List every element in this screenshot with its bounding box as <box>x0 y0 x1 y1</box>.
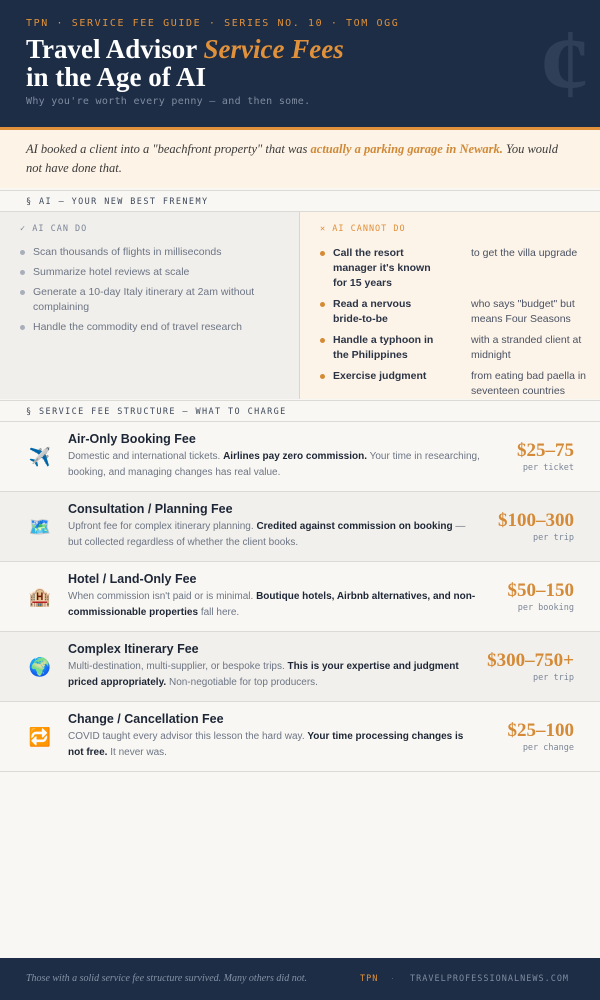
list-item: Call the resort manager it's known for 15 years to get the villa upgrade <box>320 246 588 291</box>
airplane-icon: ✈️ <box>28 447 52 467</box>
list-item: Generate a 10-day Italy itinerary at 2am without complaining <box>20 285 280 315</box>
bullet-icon <box>20 270 25 275</box>
fee-unit: per booking <box>517 603 574 613</box>
fee-row-air-only <box>0 422 600 492</box>
title-accent: Service Fees <box>203 34 344 64</box>
ai-can-heading: ✓ AI CAN DO <box>20 224 88 234</box>
list-item: Read a nervous bride-to-be who says "budget" but means Four Seasons <box>320 297 588 327</box>
fee-row-change-cancellation <box>0 702 600 772</box>
quote-highlight: actually a parking garage in Newark. <box>310 142 503 156</box>
fee-row-consultation <box>0 492 600 562</box>
fee-row-complex-itinerary <box>0 632 600 702</box>
repeat-icon: 🔁 <box>28 727 52 747</box>
footer-separator: · <box>391 973 394 983</box>
fee-description: COVID taught every advisor this lesson the hard way. Your time processing changes is not free. It never was. <box>68 731 464 758</box>
kicker: TPN · SERVICE FEE GUIDE · SERIES NO. 10 · TOM OGG <box>26 18 400 29</box>
fee-price: $300–750+ <box>487 650 574 671</box>
fee-name: Air-Only Booking Fee <box>68 432 196 446</box>
bullet-icon <box>320 251 325 256</box>
footer-brand: TPN <box>360 974 379 984</box>
fee-name: Change / Cancellation Fee <box>68 712 224 726</box>
map-icon: 🗺️ <box>28 517 52 537</box>
fee-price: $50–150 <box>507 580 574 601</box>
fee-section-label: § SERVICE FEE STRUCTURE — WHAT TO CHARGE <box>0 400 600 422</box>
pull-quote <box>0 130 600 188</box>
ai-cannot-heading: ✕ AI CANNOT DO <box>320 224 406 234</box>
ai-comparison <box>0 212 600 399</box>
list-item: Summarize hotel reviews at scale <box>20 265 280 280</box>
fee-name: Hotel / Land-Only Fee <box>68 572 197 586</box>
bullet-icon <box>320 338 325 343</box>
fee-list <box>0 422 600 772</box>
fee-description: Domestic and international tickets. Airlines pay zero commission. Your time in researching, booking, and managing changes has real value. <box>68 451 480 478</box>
fee-name: Consultation / Planning Fee <box>68 502 233 516</box>
fee-description: Multi-destination, multi-supplier, or bespoke trips. This is your expertise and judgment priced appropriately. Non-negotiable for top producers. <box>68 661 459 688</box>
fee-unit: per change <box>522 743 574 753</box>
list-item: Exercise judgment from eating bad paella in seventeen countries <box>320 369 588 399</box>
ai-cannot-column <box>300 212 600 399</box>
list-item: Handle a typhoon in the Philippines with a stranded client at midnight <box>320 333 588 363</box>
fee-description: When commission isn't paid or is minimal. Boutique hotels, Airbnb alternatives, and non-commissionable properties fall here. <box>68 591 476 618</box>
fee-row-hotel <box>0 562 600 632</box>
ai-can-column <box>0 212 300 399</box>
title-line-2: in the Age of AI <box>26 62 207 92</box>
footer <box>0 958 600 1000</box>
header <box>0 0 600 127</box>
bullet-icon <box>20 290 25 295</box>
fee-description: Upfront fee for complex itinerary planning. Credited against commission on booking — but collected regardless of whether the client books. <box>68 521 466 548</box>
fee-price: $25–100 <box>507 720 574 741</box>
hotel-icon: 🏨 <box>28 587 52 607</box>
fee-price: $25–75 <box>517 440 574 461</box>
footer-tagline: Those with a solid service fee structure survived. Many others did not. <box>26 973 307 984</box>
quote-after: You would not have done that. <box>26 142 559 175</box>
list-item: Handle the commodity end of travel research <box>20 320 280 335</box>
bullet-icon <box>320 374 325 379</box>
footer-site-link[interactable]: TRAVELPROFESSIONALNEWS.COM <box>410 974 570 984</box>
cent-watermark-icon: ¢ <box>540 8 590 119</box>
ai-section-label: § AI — YOUR NEW BEST FRENEMY <box>0 190 600 212</box>
fee-price: $100–300 <box>498 510 574 531</box>
title-plain: Travel Advisor <box>26 34 204 64</box>
subtitle: Why you're worth every penny — and then some. <box>26 96 311 107</box>
quote-before: AI booked a client into a "beachfront property" that was <box>26 142 311 156</box>
fee-unit: per trip <box>533 673 574 683</box>
bullet-icon <box>20 250 25 255</box>
list-item: Scan thousands of flights in milliseconds <box>20 245 280 260</box>
fee-unit: per trip <box>533 533 574 543</box>
globe-icon: 🌍 <box>28 657 52 677</box>
bullet-icon <box>320 302 325 307</box>
fee-unit: per ticket <box>522 463 574 473</box>
bullet-icon <box>20 325 25 330</box>
page-title <box>26 35 344 91</box>
fee-name: Complex Itinerary Fee <box>68 642 199 656</box>
